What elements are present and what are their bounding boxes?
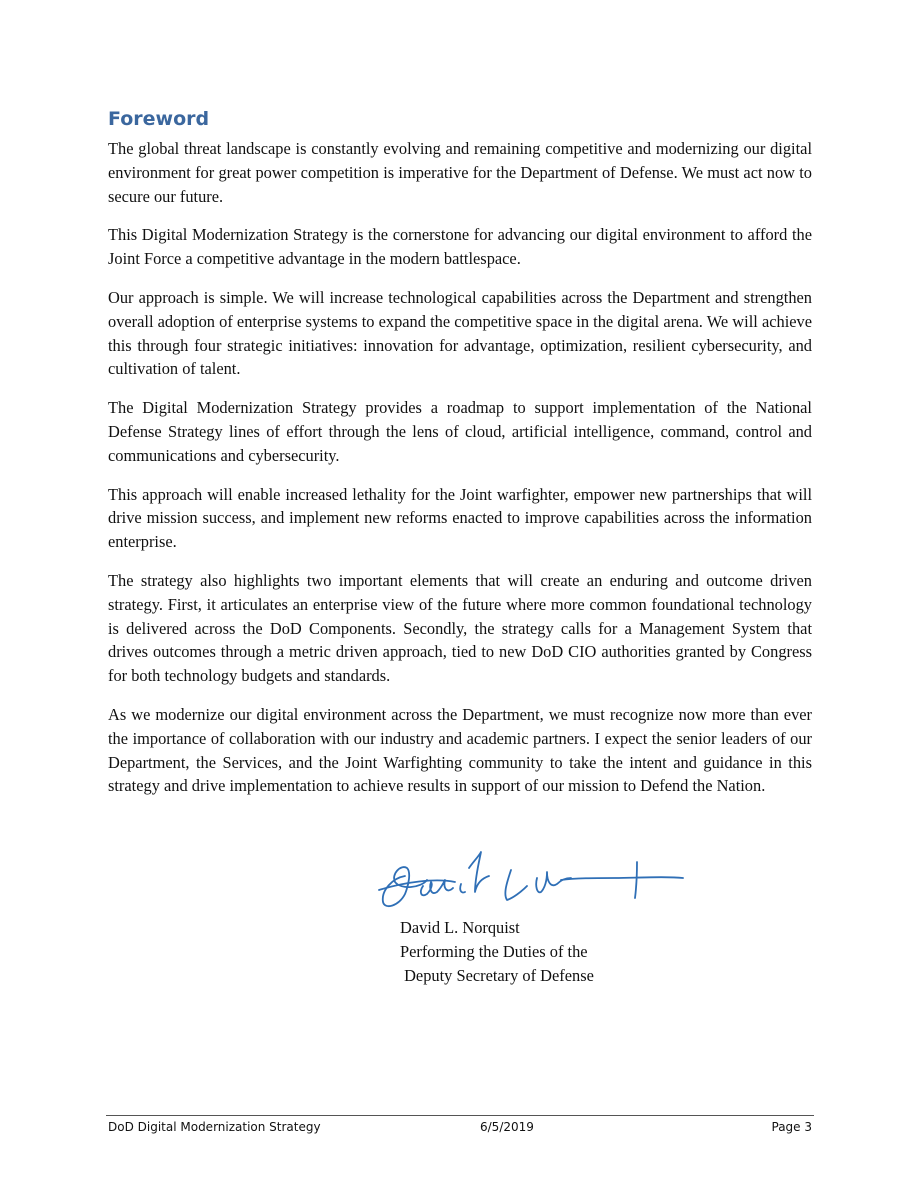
- page-title: Foreword: [108, 108, 210, 130]
- signature-image: [375, 848, 685, 913]
- paragraph-6: The strategy also highlights two important elements that will create an enduring and outcome driven strategy. First, it articulates an enterprise view of the future where more common foundational technology is delivered across the DoD Components. Secondly, the strategy calls for a Management System that drives outcomes through a metric driven approach, tied to new DoD CIO authorities granted by Congress for both technology budgets and standards.: [108, 570, 812, 686]
- paragraph-3: Our approach is simple. We will increase technological capabilities across the Department and strengthen overall adoption of enterprise systems to expand the competitive space in the digital arena. We will achieve this through four strategic initiatives: innovation for advantage, optimization, resilient cybersecurity, and cultivation of talent.: [108, 287, 812, 379]
- footer-divider: [106, 1115, 814, 1116]
- paragraph-1: The global threat landscape is constantly evolving and remaining competitive and modernizing our digital environment for great power competition is imperative for the Department of Defense. We must act now to secure our future.: [108, 139, 812, 206]
- paragraph-5: This approach will enable increased lethality for the Joint warfighter, empower new partnerships that will drive mission success, and implement new reforms enacted to improve capabilities across the information enterprise.: [108, 484, 812, 552]
- signer-name: David L. Norquist: [400, 918, 520, 937]
- footer-date: 6/5/2019: [480, 1120, 534, 1134]
- paragraph-2: This Digital Modernization Strategy is the cornerstone for advancing our digital environment to afford the Joint Force a competitive advantage in the modern battlespace.: [108, 225, 812, 269]
- signer-title-line-2: Deputy Secretary of Defense: [400, 966, 594, 985]
- paragraph-4: The Digital Modernization Strategy provides a roadmap to support implementation of the National Defense Strategy lines of effort through the lens of cloud, artificial intelligence, command, control and communications and cybersecurity.: [108, 398, 812, 465]
- footer-document-title: DoD Digital Modernization Strategy: [108, 1120, 321, 1134]
- signature-block: [400, 916, 594, 988]
- foreword-body: [108, 137, 812, 813]
- paragraph-7: As we modernize our digital environment across the Department, we must recognize now more than ever the importance of collaboration with our industry and academic partners. I expect the senior leaders of our Department, the Services, and the Joint Warfighting community to take the intent and guidance in this strategy and drive implementation to achieve results in support of our mission to Defend the Nation.: [108, 704, 812, 796]
- footer-page-number: Page 3: [771, 1120, 812, 1134]
- signer-title-line-1: Performing the Duties of the: [400, 942, 588, 961]
